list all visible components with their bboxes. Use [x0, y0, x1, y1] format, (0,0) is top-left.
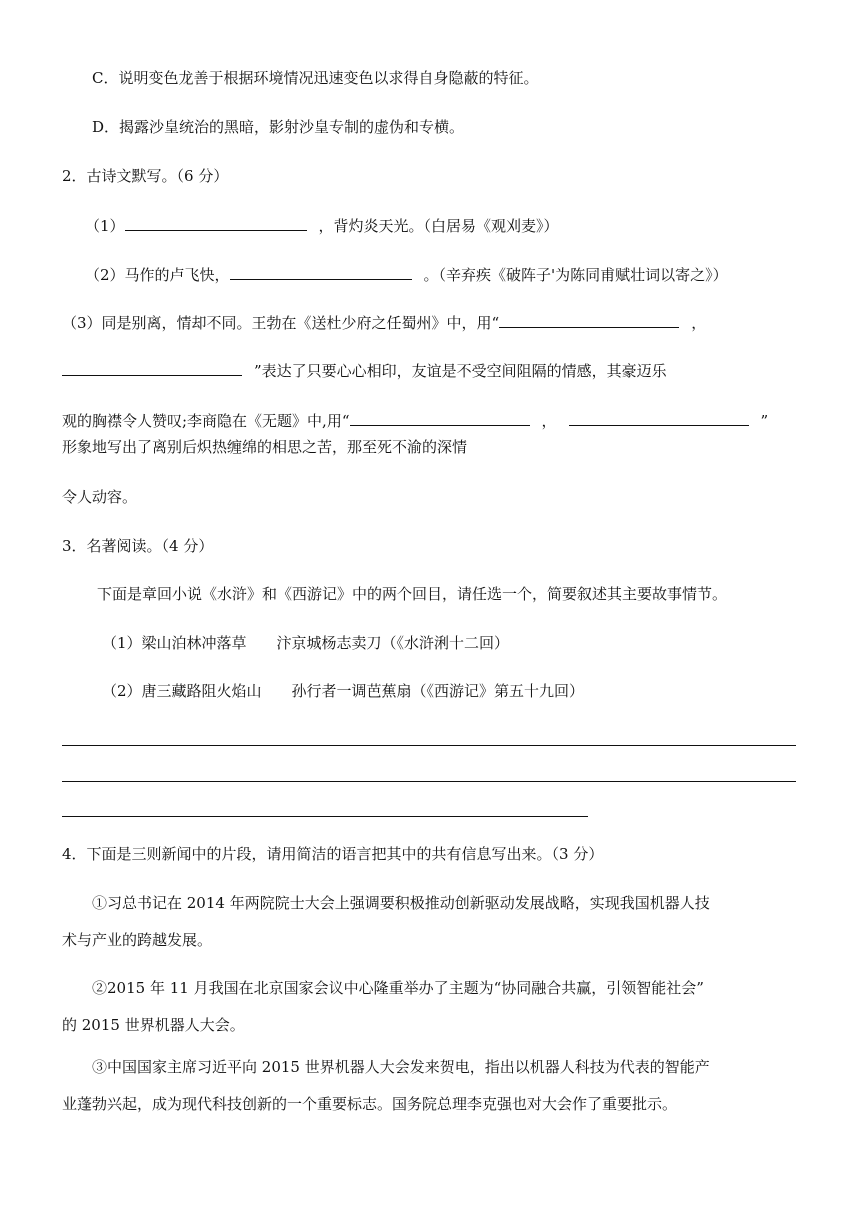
answer-blank-5[interactable]	[350, 409, 530, 426]
q2-s2-suffix: 。（辛弃疾《破阵子'为陈同甫赋壮词以寄之》）	[423, 266, 728, 284]
q2-s3-l3-prefix: 观的胸襟令人赞叹;李商隐在《无题》中,用“	[62, 412, 350, 430]
question-4-heading: 4．下面是三则新闻中的片段，请用简洁的语言把其中的共有信息写出来。（3 分）	[62, 845, 604, 863]
q2-s3-l2-text: ”表达了只要心心相印，友谊是不受空间阻隔的情感，其豪迈乐	[254, 362, 667, 380]
q3-intro: 下面是章回小说《水浒》和《西游记》中的两个回目，请任选一个，简要叙述其主要故事情节。	[97, 585, 728, 603]
news-2-line-1: ②2015 年 11 月我国在北京国家会议中心隆重举办了主题为“协同融合共赢，引领智能社会”	[92, 979, 704, 997]
q2-s1-prefix: （1）	[85, 217, 125, 235]
answer-line-1[interactable]	[62, 745, 796, 746]
news-1-line-1: ①习总书记在 2014 年两院院士大会上强调要积极推动创新驱动发展战略，实现我国机器人技	[92, 894, 710, 912]
answer-blank-3[interactable]	[499, 311, 679, 328]
news-1-line-2: 术与产业的跨越发展。	[62, 931, 213, 949]
q3-item-1-part-a: （1）梁山泊林冲落草	[102, 634, 247, 652]
q2-sentence-2	[85, 263, 728, 285]
news-3-line-2: 业蓬勃兴起，成为现代科技创新的一个重要标志。国务院总理李克强也对大会作了重要批示。	[62, 1095, 678, 1113]
q2-sentence-3-line-2	[62, 359, 667, 381]
q2-s1-suffix: ，背灼炎天光。（白居易《观刈麦》）	[318, 217, 559, 235]
news-2-line-2: 的 2015 世界机器人大会。	[62, 1016, 245, 1034]
q3-item-1	[102, 633, 509, 653]
q3-item-1-part-b: 汴京城杨志卖刀（《水浒浰十二回）	[276, 634, 510, 652]
answer-line-3[interactable]	[62, 816, 588, 817]
q2-s3-l3-quote: ”	[760, 412, 769, 430]
q3-item-2-part-a: （2）唐三藏路阻火焰山	[102, 682, 262, 700]
answer-blank-4[interactable]	[62, 359, 242, 376]
question-2-heading: 2．古诗文默写。（6 分）	[62, 167, 229, 185]
answer-blank-2[interactable]	[230, 263, 412, 280]
q2-s3-l1-prefix: （3）同是别离，情却不同。王勃在《送杜少府之任蜀州》中，用“	[62, 314, 500, 332]
question-3-heading: 3．名著阅读。（4 分）	[62, 537, 214, 555]
q2-sentence-3-line-3	[62, 409, 768, 431]
answer-blank-6[interactable]	[569, 409, 749, 426]
news-3-line-1: ③中国国家主席习近平向 2015 世界机器人大会发来贺电，指出以机器人科技为代表的智能产	[92, 1058, 710, 1076]
q2-sentence-1	[85, 214, 559, 236]
q2-s3-l3-comma: ，	[541, 412, 557, 430]
answer-line-2[interactable]	[62, 781, 796, 782]
q2-sentence-3-line-1	[62, 311, 706, 333]
q3-item-2-part-b: 孙行者一调芭蕉扇（《西游记》第五十九回）	[291, 682, 585, 700]
option-d: D．揭露沙皇统治的黑暗，影射沙皇专制的虚伪和专横。	[92, 118, 465, 136]
q3-item-2	[102, 681, 584, 701]
answer-blank-1[interactable]	[125, 214, 307, 231]
q2-sentence-3-line-5: 令人动容。	[62, 488, 138, 506]
q2-s2-prefix: （2）马作的卢飞快，	[85, 266, 230, 284]
q2-s3-l1-suffix: ，	[691, 314, 707, 332]
q2-sentence-3-line-4: 形象地写出了离别后炽热缠绵的相思之苦，那至死不渝的深情	[62, 438, 468, 456]
option-c: C．说明变色龙善于根据环境情况迅速变色以求得自身隐蔽的特征。	[92, 69, 539, 87]
